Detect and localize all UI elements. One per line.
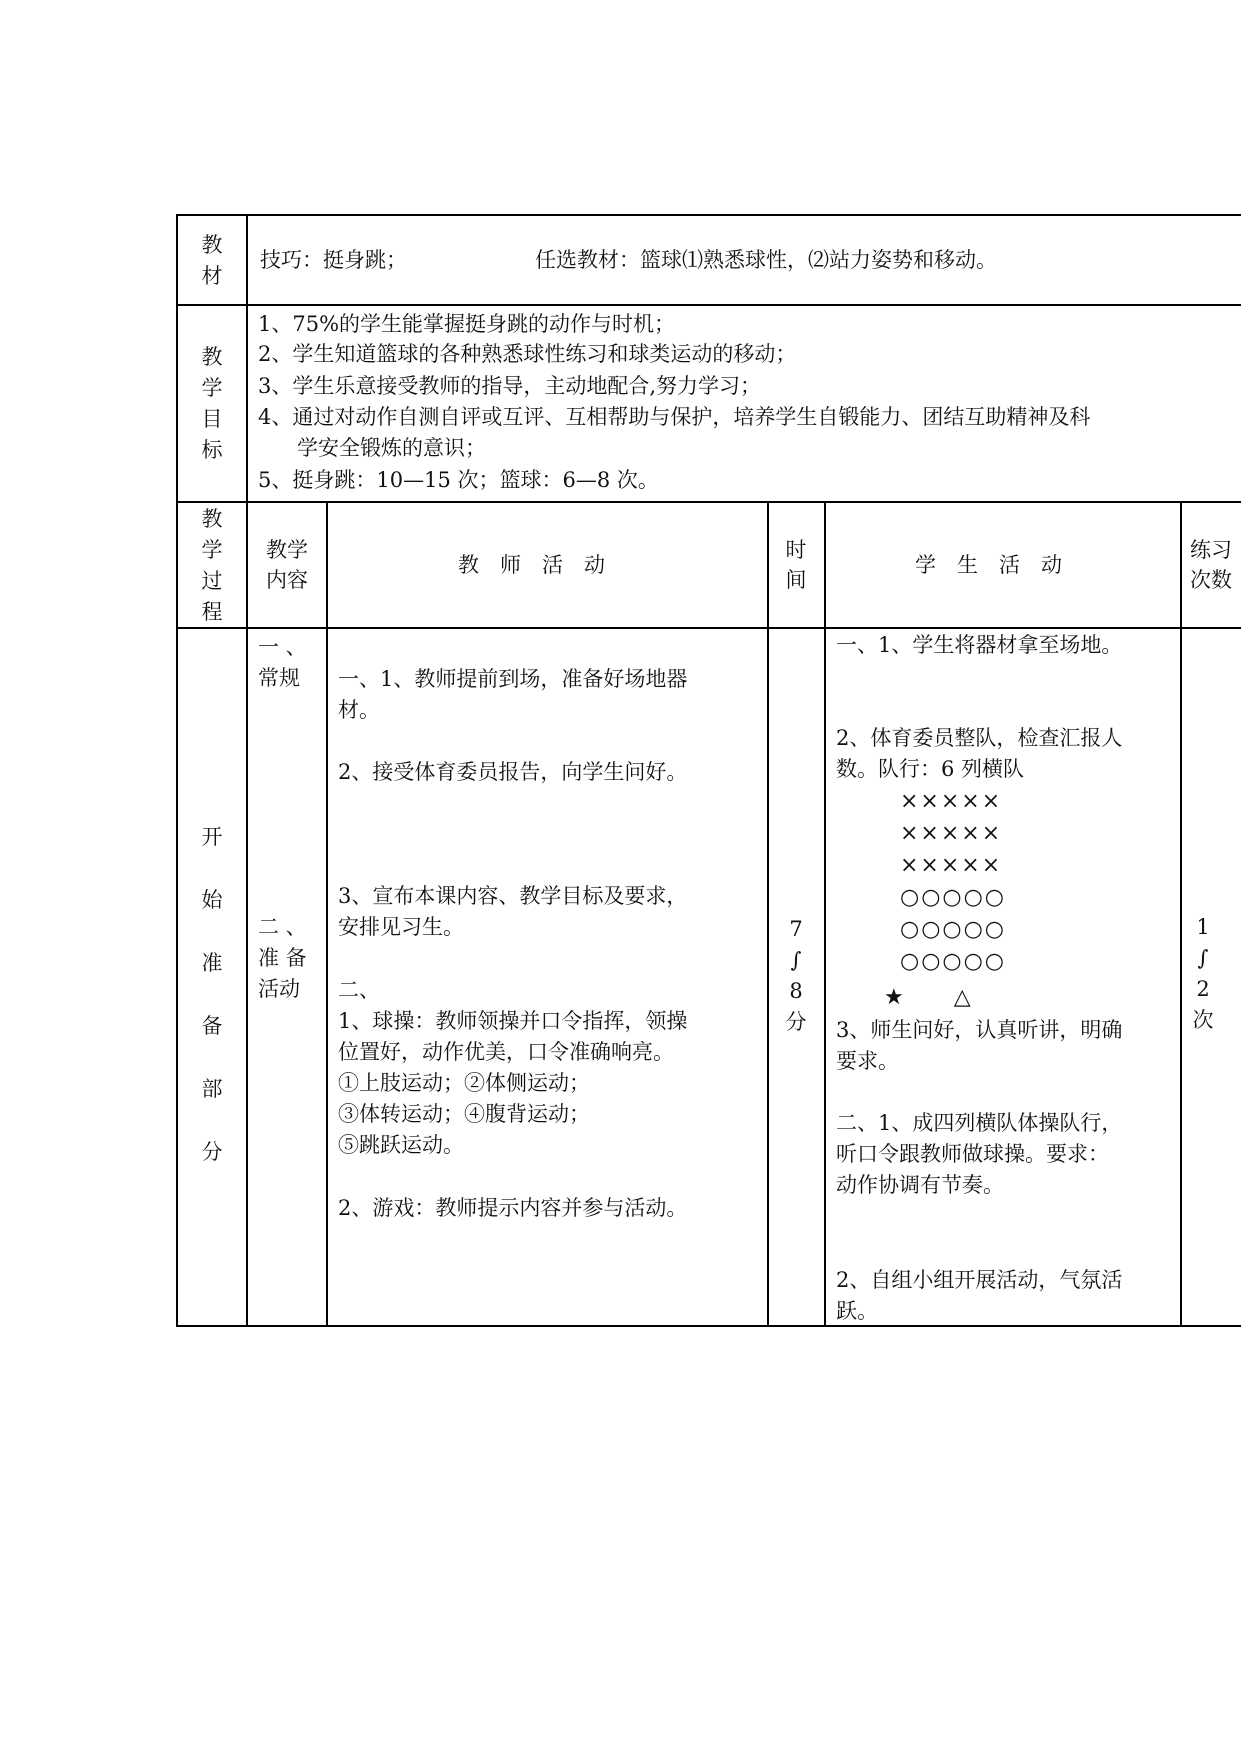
practice-count [1190, 912, 1216, 1036]
student-activity-header: 学 生 活 动 [915, 553, 1062, 577]
col-divider-content [326, 501, 328, 1326]
practice-count-char: ∫ [1197, 946, 1209, 970]
teacher-step-4 [338, 975, 763, 1161]
formation-row: ××××× [900, 821, 1003, 846]
student-step-line: 听口令跟教师做球操。要求： [836, 1142, 1109, 1166]
content-warmup-line: 准 备 [258, 946, 307, 970]
materials-label-char: 教 [201, 233, 223, 257]
content-warmup [258, 912, 324, 1005]
time-value-char: ∫ [790, 948, 802, 972]
student-step-line: 二、1、成四列横队体操队行， [836, 1111, 1123, 1135]
materials-optional: 任选教材：篮球⑴熟悉球性，⑵站力姿势和移动。 [535, 248, 997, 272]
teacher-position-markers: ★ △ [884, 985, 973, 1010]
student-step-1: 一、1、学生将器材拿至场地。 [836, 633, 1123, 657]
teacher-step-1 [338, 664, 763, 726]
objectives-label-char: 标 [201, 438, 223, 462]
content-routine-line: 一 、 [258, 635, 307, 659]
objectives-label [190, 342, 234, 466]
student-step-line: 动作协调有节奏。 [836, 1173, 1004, 1197]
part-label-char: 始 [201, 888, 223, 912]
teacher-step-line: 3、宣布本课内容、教学目标及要求， [338, 884, 688, 908]
content-routine-line: 常规 [258, 666, 300, 690]
time-value-char: 7 [789, 917, 803, 941]
student-step-2 [836, 723, 1176, 785]
formation-row: ○○○○○ [900, 917, 1006, 942]
practice-count-char: 1 [1196, 915, 1210, 939]
formation-row: ××××× [900, 853, 1003, 878]
objective-line: 1、75%的学生能掌握挺身跳的动作与时机； [258, 312, 676, 336]
col-divider-label [246, 214, 248, 1326]
teacher-step-line: 位置好，动作优美，口令准确响亮。 [338, 1040, 674, 1064]
materials-label [190, 230, 234, 292]
content-header-line: 内容 [266, 568, 308, 592]
student-step-line: 2、自组小组开展活动，气氛活 [836, 1268, 1123, 1292]
student-step-line: 数。队行：6 列横队 [836, 757, 1025, 781]
teacher-step-line: 1、球操：教师领操并口令指挥，领操 [338, 1009, 688, 1033]
content-warmup-line: 活动 [258, 977, 300, 1001]
col-divider-student [1180, 501, 1182, 1326]
practice-count-char: 次 [1192, 1008, 1214, 1032]
student-step-line: 3、师生问好，认真听讲，明确 [836, 1018, 1123, 1042]
teacher-step-5: 2、游戏：教师提示内容并参与活动。 [338, 1196, 688, 1220]
teacher-activity-header: 教 师 活 动 [458, 553, 605, 577]
formation-row: ○○○○○ [900, 885, 1006, 910]
time-header [776, 535, 816, 595]
content-warmup-line: 二 、 [258, 915, 307, 939]
objective-line: 3、学生乐意接受教师的指导，主动地配合,努力学习； [258, 374, 762, 398]
row-divider-2 [176, 501, 1241, 503]
table-top-border [176, 214, 1241, 216]
part-label-char: 开 [201, 825, 223, 849]
content-routine [258, 632, 324, 694]
content-header [252, 535, 322, 595]
process-label-char: 学 [201, 538, 223, 562]
part-label-char: 分 [201, 1140, 223, 1164]
process-label-char: 教 [201, 507, 223, 531]
row-divider-3 [176, 627, 1241, 629]
student-step-line: 2、体育委员整队，检查汇报人 [836, 726, 1123, 750]
student-step-5 [836, 1265, 1176, 1327]
time-header-char: 时 [785, 538, 807, 562]
teacher-step-line: 安排见习生。 [338, 915, 464, 939]
table-left-border [176, 214, 178, 1326]
student-step-line: 要求。 [836, 1049, 899, 1073]
teacher-step-line: ③体转运动；④腹背运动； [338, 1102, 590, 1126]
teacher-step-line: 二、 [338, 978, 380, 1002]
teacher-step-3 [338, 881, 763, 943]
objectives-label-char: 教 [201, 345, 223, 369]
materials-main: 技巧：挺身跳； [260, 248, 407, 272]
objective-line: 5、挺身跳：10—15 次；篮球：6—8 次。 [258, 468, 659, 492]
row-divider-1 [176, 304, 1241, 306]
objectives-label-char: 学 [201, 376, 223, 400]
objective-line: 4、通过对动作自测自评或互评、互相帮助与保护，培养学生自锻能力、团结互助精神及科 [258, 405, 1091, 429]
student-step-line: 跃。 [836, 1299, 878, 1323]
part-label-char: 部 [201, 1077, 223, 1101]
teacher-step-2: 2、接受体育委员报告，向学生问好。 [338, 760, 688, 784]
time-header-char: 间 [785, 568, 807, 592]
formation-diagram [900, 786, 1006, 978]
practice-header-line: 次数 [1190, 568, 1232, 592]
teacher-step-line: 一、1、教师提前到场，准备好场地器 [338, 667, 688, 691]
process-label [190, 504, 234, 628]
part-label [190, 806, 234, 1184]
content-header-line: 教学 [266, 538, 308, 562]
practice-count-char: 2 [1196, 977, 1210, 1001]
student-step-4 [836, 1108, 1176, 1201]
teacher-step-line: ⑤跳跃运动。 [338, 1133, 464, 1157]
col-divider-teacher [767, 501, 769, 1326]
teacher-step-line: ①上肢运动；②体侧运动； [338, 1071, 590, 1095]
materials-label-char: 材 [201, 264, 223, 288]
col-divider-time [824, 501, 826, 1326]
student-step-3 [836, 1015, 1176, 1077]
part-label-char: 准 [201, 951, 223, 975]
process-label-char: 程 [201, 600, 223, 624]
practice-header [1190, 535, 1240, 595]
objectives-label-char: 目 [201, 407, 223, 431]
practice-header-line: 练习 [1190, 538, 1232, 562]
part-label-char: 备 [201, 1014, 223, 1038]
time-value-char: 分 [785, 1010, 807, 1034]
objective-line: 2、学生知道篮球的各种熟悉球性练习和球类运动的移动； [258, 342, 797, 366]
time-value-char: 8 [789, 979, 803, 1003]
process-label-char: 过 [201, 569, 223, 593]
time-value [776, 914, 816, 1038]
teacher-step-line: 材。 [338, 698, 380, 722]
objective-line: 学安全锻炼的意识； [297, 436, 486, 460]
formation-row: ××××× [900, 789, 1003, 814]
formation-row: ○○○○○ [900, 949, 1006, 974]
